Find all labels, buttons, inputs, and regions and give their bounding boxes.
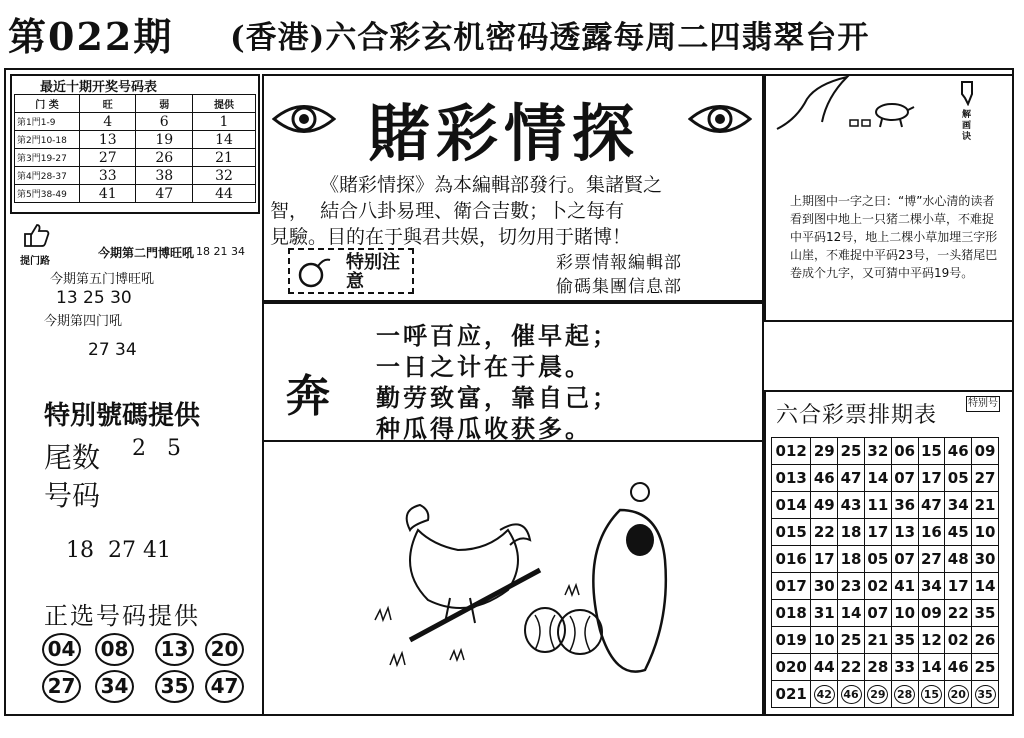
publisher-line: 偷碼集團信息部 xyxy=(556,277,682,297)
table-cell: 30 xyxy=(972,546,999,573)
table-cell: 22 xyxy=(811,519,838,546)
circled-number: 46 xyxy=(841,685,862,704)
table-cell: 32 xyxy=(864,438,891,465)
tail-numbers: 2 5 xyxy=(132,436,181,461)
publisher-line: 彩票情報編輯部 xyxy=(556,253,682,273)
table-cell: 016 xyxy=(772,546,811,573)
table-cell: 25 xyxy=(838,627,865,654)
table-cell: 013 xyxy=(772,465,811,492)
table-header-row xyxy=(15,95,256,113)
thumbs-up-icon xyxy=(22,222,50,248)
pick-number: 27 xyxy=(42,670,81,703)
intro-line: 《賭彩情探》為本編輯部發行。集諸賢之 xyxy=(320,174,663,196)
circled-number: 42 xyxy=(814,685,835,704)
table-cell: 45 xyxy=(945,519,972,546)
table-cell: 31 xyxy=(811,600,838,627)
poem-line: 一呼百应，催早起； xyxy=(376,321,619,350)
table-cell: 05 xyxy=(864,546,891,573)
table-cell: 22 xyxy=(945,600,972,627)
table-row xyxy=(772,600,999,627)
table-cell: 33 xyxy=(80,167,136,185)
table-cell: 49 xyxy=(811,492,838,519)
table-cell: 10 xyxy=(972,519,999,546)
table-cell: 13 xyxy=(80,131,136,149)
poem-line: 种瓜得瓜收获多。 xyxy=(376,414,592,443)
hint-label: 提门路 xyxy=(20,256,50,267)
poem-line: 一日之计在于晨。 xyxy=(376,352,592,381)
rooster-illustration xyxy=(370,470,690,690)
table-cell xyxy=(972,681,999,708)
table-cell: 29 xyxy=(811,438,838,465)
door5-label: 今期第五门博旺吼 xyxy=(50,272,155,287)
table-cell: 02 xyxy=(864,573,891,600)
table-cell: 47 xyxy=(838,465,865,492)
table-row xyxy=(772,573,999,600)
table-cell: 13 xyxy=(891,519,918,546)
table-cell: 25 xyxy=(838,438,865,465)
table-cell: 21 xyxy=(192,149,255,167)
table-cell: 07 xyxy=(891,546,918,573)
table-cell: 02 xyxy=(945,627,972,654)
table-cell: 48 xyxy=(945,546,972,573)
table-cell: 1 xyxy=(192,113,255,131)
table-cell: 35 xyxy=(891,627,918,654)
table-cell: 26 xyxy=(136,149,192,167)
door4-label: 今期第四门吼 xyxy=(44,314,123,329)
table-row xyxy=(15,167,256,185)
table-cell: 09 xyxy=(918,600,945,627)
door2-numbers: 18 21 34 xyxy=(196,245,245,258)
table-row xyxy=(15,131,256,149)
table-cell: 25 xyxy=(972,654,999,681)
recent-table xyxy=(14,94,256,203)
table-cell: 44 xyxy=(192,185,255,203)
issue-number: 第022期 xyxy=(8,14,174,59)
pick-number: 47 xyxy=(205,670,244,703)
table-cell: 14 xyxy=(972,573,999,600)
table-cell: 21 xyxy=(864,627,891,654)
table-row xyxy=(772,627,999,654)
circled-number: 29 xyxy=(867,685,888,704)
bomb-icon xyxy=(296,254,332,290)
code-numbers: 18 27 41 xyxy=(66,538,171,563)
table-cell: 06 xyxy=(891,438,918,465)
picks-title: 正选号码提供 xyxy=(44,602,200,630)
table-cell: 27 xyxy=(918,546,945,573)
column-header: 旺 xyxy=(80,95,136,113)
table-cell: 27 xyxy=(972,465,999,492)
table-cell: 21 xyxy=(972,492,999,519)
special-title: 特別號碼提供 xyxy=(44,401,201,431)
table-cell: 020 xyxy=(772,654,811,681)
table-cell: 017 xyxy=(772,573,811,600)
table-cell: 19 xyxy=(136,131,192,149)
column-header: 门 类 xyxy=(15,95,80,113)
table-cell xyxy=(864,681,891,708)
table-cell: 11 xyxy=(864,492,891,519)
table-cell: 41 xyxy=(891,573,918,600)
table-cell: 14 xyxy=(838,600,865,627)
table-row xyxy=(772,465,999,492)
eye-icon xyxy=(272,100,336,138)
pick-number: 20 xyxy=(205,633,244,666)
table-cell: 019 xyxy=(772,627,811,654)
table-cell: 17 xyxy=(945,573,972,600)
table-row xyxy=(772,492,999,519)
table-cell: 34 xyxy=(945,492,972,519)
table-cell: 17 xyxy=(811,546,838,573)
table-cell: 26 xyxy=(972,627,999,654)
pick-number: 35 xyxy=(155,670,194,703)
code-label: 号码 xyxy=(44,479,101,512)
circled-number: 35 xyxy=(975,685,996,704)
pointing-hand-icon xyxy=(958,80,976,106)
column-header: 提供 xyxy=(192,95,255,113)
table-cell: 012 xyxy=(772,438,811,465)
table-cell: 14 xyxy=(192,131,255,149)
table-row xyxy=(772,546,999,573)
recent-table-title: 最近十期开奖号码表 xyxy=(40,80,158,95)
table-cell: 17 xyxy=(864,519,891,546)
table-cell: 43 xyxy=(838,492,865,519)
table-cell: 07 xyxy=(891,465,918,492)
row-label: 第2門10-18 xyxy=(15,131,80,149)
table-cell: 47 xyxy=(918,492,945,519)
table-cell: 47 xyxy=(136,185,192,203)
row-label: 第5門38-49 xyxy=(15,185,80,203)
table-row xyxy=(772,681,999,708)
pick-number: 08 xyxy=(95,633,134,666)
pick-number: 13 xyxy=(155,633,194,666)
brand-title: 賭彩情探 xyxy=(368,97,641,170)
intro-line: 智， 結合八卦易理、衛合吉數；卜之每有 xyxy=(270,200,625,222)
table-cell: 05 xyxy=(945,465,972,492)
table-cell: 23 xyxy=(838,573,865,600)
row-label: 第4門28-37 xyxy=(15,167,80,185)
table-cell xyxy=(918,681,945,708)
table-cell: 12 xyxy=(918,627,945,654)
table-cell: 32 xyxy=(192,167,255,185)
poem-line: 勤劳致富，靠自己； xyxy=(376,383,619,412)
table-cell: 14 xyxy=(864,465,891,492)
intro-line: 見驗。目的在于與君共娱，切勿用于賭博！ xyxy=(270,226,632,248)
table-row xyxy=(15,185,256,203)
circled-number: 20 xyxy=(948,685,969,704)
table-cell: 46 xyxy=(811,465,838,492)
special-number-label: 特别号 xyxy=(966,396,1000,412)
table-row xyxy=(772,438,999,465)
table-cell: 4 xyxy=(80,113,136,131)
table-row xyxy=(15,149,256,167)
pick-number: 34 xyxy=(95,670,134,703)
table-cell: 15 xyxy=(918,438,945,465)
side-label: 解画诀 xyxy=(962,110,972,142)
table-cell: 33 xyxy=(891,654,918,681)
table-cell: 014 xyxy=(772,492,811,519)
table-cell: 16 xyxy=(918,519,945,546)
table-cell: 021 xyxy=(772,681,811,708)
table-cell: 38 xyxy=(136,167,192,185)
table-cell: 46 xyxy=(945,654,972,681)
table-cell: 36 xyxy=(891,492,918,519)
table-cell: 35 xyxy=(972,600,999,627)
circled-number: 15 xyxy=(921,685,942,704)
riddle-explanation: 上期图中一字之曰：“博”水心清的读者看到图中地上一只猪二棵小草，不难捉中平码12号，地上二棵小草加埋三字形山崖，不难捉中平码23号，一头猪尾巴卷成个九字，又可猜中平码19号。 xyxy=(790,194,998,280)
table-cell: 30 xyxy=(811,573,838,600)
table-cell xyxy=(838,681,865,708)
row-label: 第3門19-27 xyxy=(15,149,80,167)
column-header: 弱 xyxy=(136,95,192,113)
table-row xyxy=(15,113,256,131)
row-label: 第1門1-9 xyxy=(15,113,80,131)
pig-illustration xyxy=(772,74,932,136)
table-cell xyxy=(891,681,918,708)
table-row xyxy=(772,654,999,681)
table-cell: 17 xyxy=(918,465,945,492)
tail-label: 尾数 xyxy=(44,441,101,474)
table-cell: 41 xyxy=(80,185,136,203)
table-cell: 34 xyxy=(918,573,945,600)
table-cell: 07 xyxy=(864,600,891,627)
circled-number: 28 xyxy=(894,685,915,704)
door4-numbers: 27 34 xyxy=(88,340,137,360)
door2-label: 今期第二門博旺吼 xyxy=(98,246,195,260)
table-cell: 18 xyxy=(838,546,865,573)
table-cell: 14 xyxy=(918,654,945,681)
table-cell: 18 xyxy=(838,519,865,546)
table-cell: 09 xyxy=(972,438,999,465)
table-row xyxy=(772,519,999,546)
table-cell xyxy=(945,681,972,708)
table-cell: 27 xyxy=(80,149,136,167)
table-cell: 44 xyxy=(811,654,838,681)
draw-schedule-table xyxy=(771,437,999,708)
door5-numbers: 13 25 30 xyxy=(56,288,132,308)
table-cell: 018 xyxy=(772,600,811,627)
table-cell: 015 xyxy=(772,519,811,546)
table-cell xyxy=(811,681,838,708)
page-title: (香港)六合彩玄机密码透露每周二四翡翠台开 xyxy=(230,20,870,56)
notice-label: 特别注意 xyxy=(346,252,400,292)
table-cell: 6 xyxy=(136,113,192,131)
table-cell: 22 xyxy=(838,654,865,681)
pick-number: 04 xyxy=(42,633,81,666)
table-cell: 28 xyxy=(864,654,891,681)
big-character: 奔 xyxy=(286,371,330,422)
eye-icon xyxy=(688,100,752,138)
table-cell: 10 xyxy=(811,627,838,654)
table-cell: 46 xyxy=(945,438,972,465)
table-cell: 10 xyxy=(891,600,918,627)
draw-schedule-title: 六合彩票排期表 xyxy=(776,403,938,428)
